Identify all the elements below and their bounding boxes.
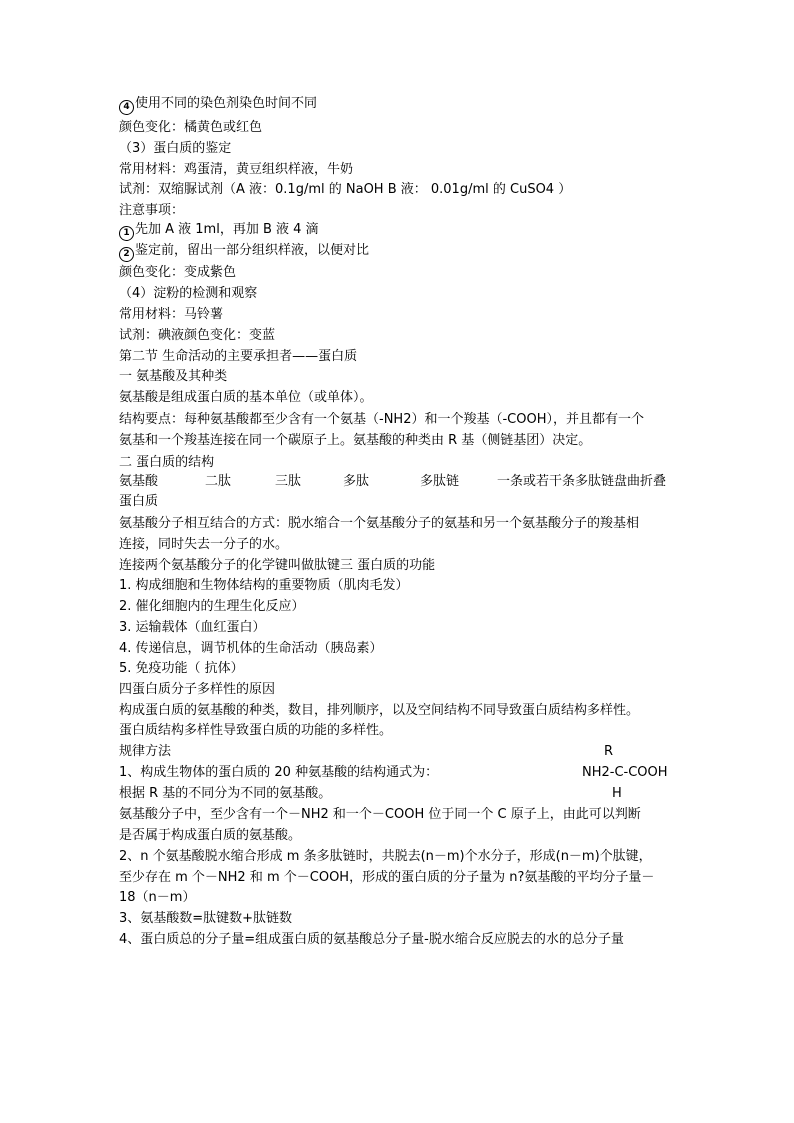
section-heading: 规律方法	[119, 744, 172, 759]
text-line: 颜色变化：橘黄色或红色	[119, 120, 263, 135]
section-heading: 四蛋白质分子多样性的原因	[119, 682, 276, 697]
sequence-item: 一条或若干条多肽链盘曲折叠	[497, 474, 667, 489]
text-line: 结构要点：每种氨基酸都至少含有一个氨基（-NH2）和一个羧基（-COOH），并且都有一个	[119, 412, 644, 427]
section-heading: 二 蛋白质的结构	[119, 455, 215, 470]
line-text: 鉴定前，留出一部分组织样液，以便对比	[135, 243, 370, 258]
list-item: 4. 传递信息，调节机体的生命活动（胰岛素）	[119, 641, 383, 656]
list-item: 1. 构成细胞和生物体结构的重要物质（肌肉毛发）	[119, 578, 409, 593]
circled-number-marker: 2	[119, 247, 134, 262]
text-line: 颜色变化：变成紫色	[119, 265, 237, 280]
text-line: 蛋白质	[119, 494, 159, 509]
text-line: 至少存在 m 个－NH2 和 m 个－COOH，形成的蛋白质的分子量为 n?氨基酸的平均分子量－	[119, 870, 655, 885]
formula-hydrogen: H	[612, 786, 622, 801]
formula-r-group: R	[604, 744, 614, 759]
text-line: 18（n－m）	[119, 890, 196, 905]
text-line: 常用材料：鸡蛋清，黄豆组织样液，牛奶	[119, 162, 354, 177]
text-line: 蛋白质结构多样性导致蛋白质的功能的多样性。	[119, 723, 393, 738]
text-line: 构成蛋白质的氨基酸的种类，数目，排列顺序，以及空间结构不同导致蛋白质结构多样性。	[119, 703, 640, 718]
text-line	[119, 243, 369, 259]
text-line	[119, 96, 317, 112]
text-line: 试剂：双缩脲试剂（A 液：0.1g/ml 的 NaOH B 液： 0.01g/ml 的 CuSO4 ）	[119, 182, 572, 197]
text-line: 3、氨基酸数=肽键数+肽链数	[119, 911, 293, 926]
sequence-item: 三肽	[275, 474, 302, 489]
text-line: 氨基酸是组成蛋白质的基本单位（或单体）。	[119, 390, 373, 405]
structure-sequence	[119, 474, 679, 490]
sequence-item: 多肽链	[420, 474, 460, 489]
section-heading: （4）淀粉的检测和观察	[119, 286, 258, 301]
text-line: 常用材料：马铃薯	[119, 307, 224, 322]
circled-number-marker: 4	[119, 100, 134, 115]
list-item: 2. 催化细胞内的生理生化反应）	[119, 599, 305, 614]
text-line: 连接，同时失去一分子的水。	[119, 537, 289, 552]
sequence-item: 二肽	[205, 474, 232, 489]
section-heading: 一 氨基酸及其种类	[119, 369, 228, 384]
list-item: 5. 免疫功能（ 抗体）	[119, 661, 244, 676]
text-line: 注意事项：	[119, 203, 185, 218]
text-line: 氨基酸分子中，至少含有一个－NH2 和一个－COOH 位于同一个 C 原子上，由此可以判断	[119, 807, 641, 822]
text-line: 试剂：碘液颜色变化：变蓝	[119, 328, 276, 343]
text-line: 连接两个氨基酸分子的化学键叫做肽键三 蛋白质的功能	[119, 558, 436, 573]
section-heading: （3）蛋白质的鉴定	[119, 141, 232, 156]
text-line: 4、蛋白质总的分子量=组成蛋白质的氨基酸总分子量-脱水缩合反应脱去的水的总分子量	[119, 932, 624, 947]
sequence-item: 多肽	[343, 474, 370, 489]
text-line: 2、n 个氨基酸脱水缩合形成 m 条多肽链时，共脱去(n－m)个水分子，形成(n－m)个肽键，	[119, 849, 652, 864]
circled-number-marker: 1	[119, 226, 134, 241]
sequence-item: 氨基酸	[119, 474, 159, 489]
text-line: 氨基酸分子相互结合的方式：脱水缩合一个氨基酸分子的氨基和另一个氨基酸分子的羧基相	[119, 516, 640, 531]
section-title: 第二节 生命活动的主要承担者——蛋白质	[119, 349, 358, 364]
formula-backbone: NH2-C-COOH	[582, 765, 668, 780]
text-line	[119, 222, 319, 238]
text-line: 1、构成生物体的蛋白质的 20 种氨基酸的结构通式为：	[119, 765, 439, 780]
text-line: 根据 R 基的不同分为不同的氨基酸。	[119, 786, 332, 801]
list-item: 3. 运输载体（血红蛋白）	[119, 620, 266, 635]
text-line: 氨基和一个羧基连接在同一个碳原子上。氨基酸的种类由 R 基（侧链基团）决定。	[119, 433, 592, 448]
line-text: 使用不同的染色剂染色时间不同	[135, 96, 318, 111]
text-line: 是否属于构成蛋白质的氨基酸。	[119, 828, 302, 843]
line-text: 先加 A 液 1ml，再加 B 液 4 滴	[135, 222, 319, 237]
